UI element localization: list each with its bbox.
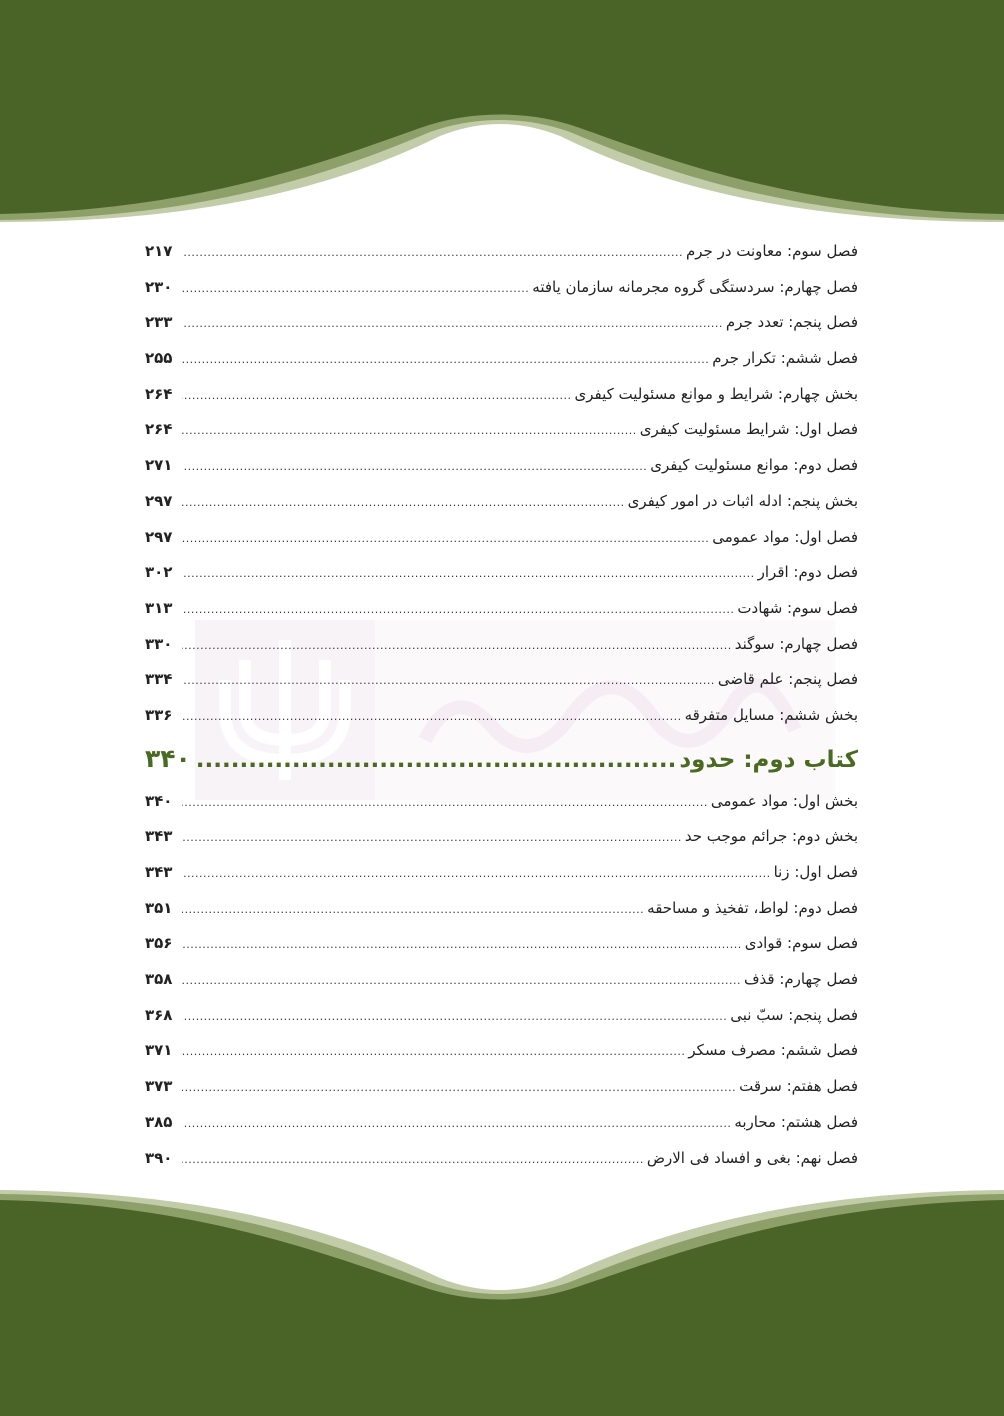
toc-entry-title: بخش ششم: مسایل متفرقه xyxy=(684,705,858,724)
toc-entry-title: فصل نهم: بغی و افساد فی الارض xyxy=(646,1148,858,1167)
toc-entry[interactable] xyxy=(145,998,858,1034)
toc-entry[interactable] xyxy=(145,1033,858,1069)
toc-entry-title: فصل دوم: اقرار xyxy=(757,563,858,582)
toc-entry-title: فصل هشتم: محاربه xyxy=(734,1112,858,1131)
leader-dots xyxy=(182,413,637,449)
toc-entry[interactable] xyxy=(145,484,858,520)
toc-entry-title: فصل اول: مواد عمومی xyxy=(712,527,858,546)
toc-entry-title: فصل سوم: قوادی xyxy=(744,934,858,953)
toc-entry-title: فصل سوم: شهادت xyxy=(737,598,858,617)
leader-dots xyxy=(182,485,625,521)
toc-entry-title: فصل دوم: موانع مسئولیت کیفری xyxy=(650,456,858,475)
toc-entry[interactable] xyxy=(145,698,858,734)
top-wave-band xyxy=(0,0,1004,230)
leader-dots xyxy=(182,892,644,928)
toc-page-number: ۳۴۳ xyxy=(145,863,173,881)
table-of-contents xyxy=(145,234,858,1176)
leader-dots xyxy=(182,628,732,664)
toc-entry-title: فصل دوم: لواط، تفخیذ و مساحقه xyxy=(647,898,858,917)
toc-page-number: ۳۳۰ xyxy=(145,634,173,653)
toc-entry[interactable] xyxy=(145,819,858,855)
toc-page-number: ۳۴۰ xyxy=(145,743,191,773)
toc-book-heading[interactable] xyxy=(145,734,858,784)
toc-entry-title: فصل پنجم: سبّ نبی xyxy=(730,1005,858,1024)
toc-entry-title: بخش چهارم: شرایط و موانع مسئولیت کیفری xyxy=(574,384,858,403)
toc-entry[interactable] xyxy=(145,270,858,306)
toc-entry[interactable] xyxy=(145,627,858,663)
leader-dots xyxy=(182,856,771,892)
toc-book-title: کتاب دوم: حدود xyxy=(679,746,858,773)
toc-entry-title: فصل ششم: مصرف مسکر xyxy=(688,1041,858,1060)
leader-dots xyxy=(182,592,734,628)
toc-entry[interactable] xyxy=(145,962,858,998)
toc-entry[interactable] xyxy=(145,412,858,448)
toc-page-number: ۳۸۵ xyxy=(145,1112,173,1131)
toc-entry-title: فصل چهارم: سردستگی گروه مجرمانه سازمان یافته xyxy=(532,277,858,296)
toc-entry-title: فصل سوم: معاونت در جرم xyxy=(685,242,858,260)
toc-entry[interactable] xyxy=(145,784,858,820)
toc-entry-title: فصل ششم: تکرار جرم xyxy=(712,349,858,368)
toc-page-number: ۳۵۸ xyxy=(145,970,173,989)
leader-dots xyxy=(182,820,682,856)
toc-page-number: ۳۳۶ xyxy=(145,705,173,724)
leader-dots xyxy=(182,785,708,821)
toc-entry[interactable] xyxy=(145,591,858,627)
toc-entry[interactable] xyxy=(145,305,858,341)
toc-page-number: ۲۶۴ xyxy=(145,384,173,403)
toc-page-number: ۲۹۷ xyxy=(145,491,173,510)
toc-entry-title: فصل هفتم: سرقت xyxy=(739,1077,858,1096)
leader-dots xyxy=(182,663,715,699)
leader-dots xyxy=(182,521,709,557)
leader-dots xyxy=(182,963,741,999)
toc-entry-title: فصل اول: زنا xyxy=(773,863,858,881)
leader-dots xyxy=(182,1034,685,1070)
toc-entry[interactable] xyxy=(145,926,858,962)
toc-entry-title: فصل پنجم: علم قاضی xyxy=(717,670,858,689)
toc-entry[interactable] xyxy=(145,520,858,556)
toc-entry-title: بخش پنجم: ادله اثبات در امور کیفری xyxy=(627,491,858,510)
toc-entry-title: بخش اول: مواد عمومی xyxy=(710,791,858,810)
leader-dots xyxy=(182,271,529,307)
leader-dots xyxy=(182,449,647,485)
toc-entry[interactable] xyxy=(145,448,858,484)
toc-entry-title: فصل پنجم: تعدد جرم xyxy=(725,313,858,332)
leader-dots xyxy=(182,1142,644,1178)
toc-page-number: ۳۰۲ xyxy=(145,563,173,582)
leader-dots xyxy=(182,342,709,378)
leader-dots xyxy=(182,235,683,271)
toc-page-number: ۳۴۰ xyxy=(145,791,173,810)
bottom-wave-band xyxy=(0,1186,1004,1416)
toc-page-number: ۲۱۷ xyxy=(145,242,173,260)
toc-page-number: ۲۹۷ xyxy=(145,527,173,546)
toc-entry[interactable] xyxy=(145,234,858,270)
toc-entry-title: فصل چهارم: قذف xyxy=(743,970,858,989)
toc-entry[interactable] xyxy=(145,341,858,377)
toc-page-number: ۳۷۳ xyxy=(145,1077,173,1096)
toc-entry[interactable] xyxy=(145,1105,858,1141)
leader-dots xyxy=(182,1070,736,1106)
toc-entry[interactable] xyxy=(145,377,858,413)
leader-dots xyxy=(182,378,572,414)
leader-dots xyxy=(182,927,742,963)
toc-entry[interactable] xyxy=(145,1069,858,1105)
toc-page-number: ۳۶۸ xyxy=(145,1005,173,1024)
leader-dots xyxy=(182,556,755,592)
toc-entry[interactable] xyxy=(145,1141,858,1177)
toc-page-number: ۳۱۳ xyxy=(145,598,173,617)
leader-dots xyxy=(182,699,682,735)
leader-dots xyxy=(182,306,723,342)
toc-page-number: ۳۷۱ xyxy=(145,1041,173,1060)
toc-page-number: ۲۳۳ xyxy=(145,313,173,332)
toc-entry[interactable] xyxy=(145,891,858,927)
toc-page-number: ۲۷۱ xyxy=(145,456,173,475)
toc-entry-title: بخش دوم: جرائم موجب حد xyxy=(684,827,858,846)
toc-entry[interactable] xyxy=(145,855,858,891)
toc-entry[interactable] xyxy=(145,662,858,698)
toc-entry[interactable] xyxy=(145,555,858,591)
leader-dots xyxy=(182,1106,731,1142)
toc-page-number: ۳۵۱ xyxy=(145,898,173,917)
toc-page-number: ۳۴۳ xyxy=(145,827,173,846)
toc-page-number: ۲۵۵ xyxy=(145,349,173,368)
toc-page-number: ۳۳۴ xyxy=(145,670,173,689)
toc-page-number: ۳۹۰ xyxy=(145,1148,173,1167)
leader-dots xyxy=(182,999,727,1035)
toc-entry-title: فصل چهارم: سوگند xyxy=(734,634,858,653)
toc-entry-title: فصل اول: شرایط مسئولیت کیفری xyxy=(639,420,858,439)
toc-page-number: ۳۵۶ xyxy=(145,934,173,953)
toc-page-number: ۲۳۰ xyxy=(145,277,173,296)
leader-dots xyxy=(194,735,677,785)
toc-page-number: ۲۶۴ xyxy=(145,420,173,439)
